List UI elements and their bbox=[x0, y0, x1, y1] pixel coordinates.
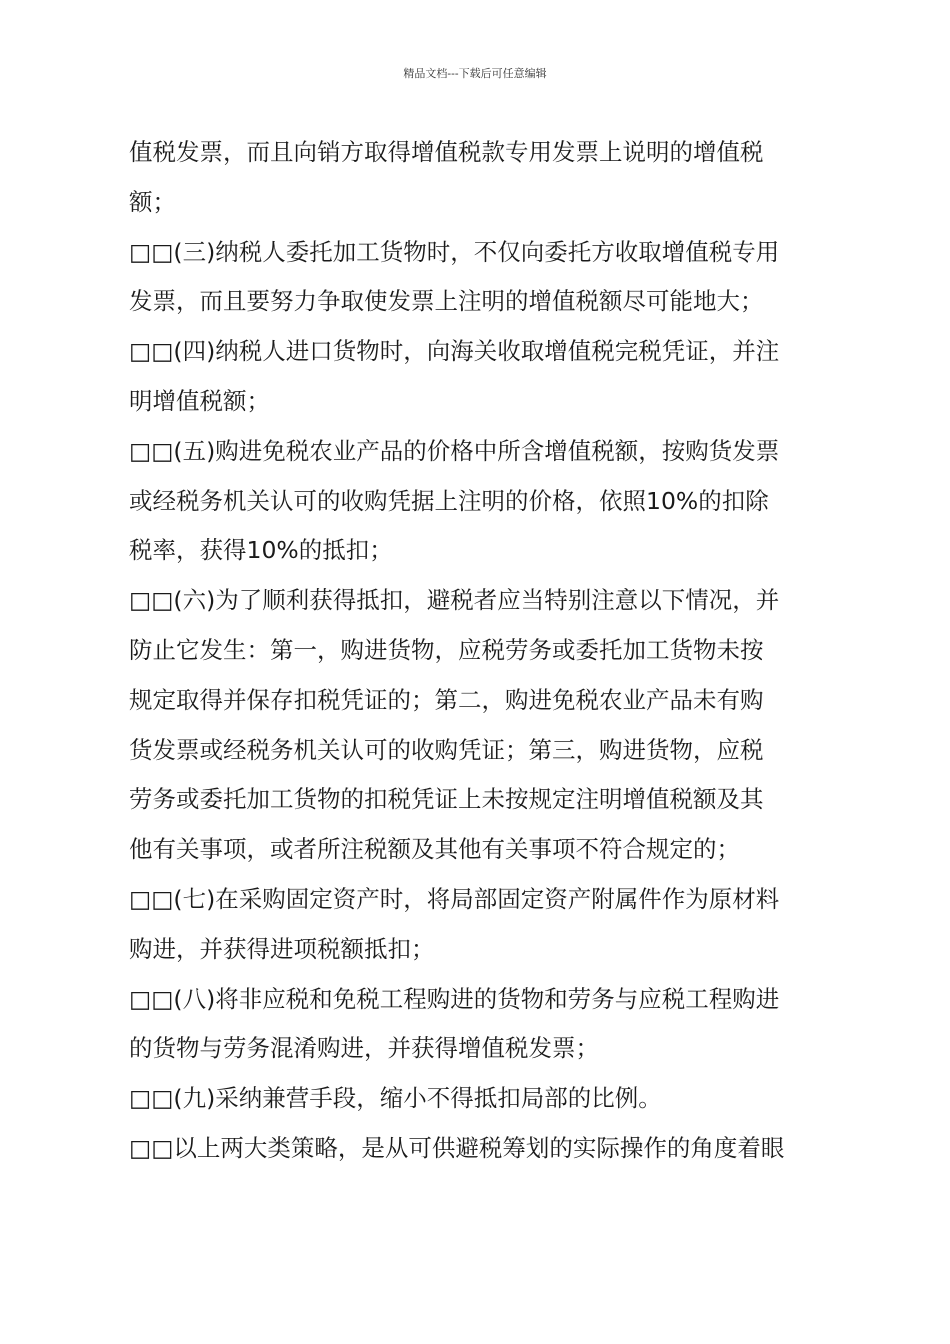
text-line: □□(三)纳税人委托加工货物时，不仅向委托方收取增值税专用 bbox=[129, 237, 780, 266]
text-line: 规定取得并保存扣税凭证的；第二，购进免税农业产品未有购 bbox=[129, 685, 764, 714]
document-body bbox=[129, 128, 829, 1174]
text-line: 劳务或委托加工货物的扣税凭证上未按规定注明增值税额及其 bbox=[129, 785, 764, 814]
text-line: 明增值税额； bbox=[129, 386, 270, 415]
text-line: 防止它发生：第一，购进货物，应税劳务或委托加工货物未按 bbox=[129, 635, 764, 664]
text-line: 发票，而且要努力争取使发票上注明的增值税额尽可能地大； bbox=[129, 287, 764, 316]
text-line: □□(四)纳税人进口货物时，向海关收取增值税完税凭证，并注 bbox=[129, 337, 780, 366]
text-line: □□(七)在采购固定资产时，将局部固定资产附属件作为原材料 bbox=[129, 884, 780, 913]
text-line: 购进，并获得进项税额抵扣； bbox=[129, 934, 435, 963]
text-line: □□(九)采纳兼营手段，缩小不得抵扣局部的比例。 bbox=[129, 1084, 662, 1113]
text-line: 额； bbox=[129, 187, 176, 216]
text-line: □□以上两大类策略，是从可供避税筹划的实际操作的角度着眼 bbox=[129, 1133, 785, 1162]
page-header: 精品文档---下载后可任意编辑 bbox=[403, 67, 547, 80]
text-line: 的货物与劳务混淆购进，并获得增值税发票； bbox=[129, 1034, 599, 1063]
text-line: 他有关事项，或者所注税额及其他有关事项不符合规定的； bbox=[129, 835, 740, 864]
text-line: □□(五)购进免税农业产品的价格中所含增值税额，按购货发票 bbox=[129, 436, 780, 465]
text-line: 或经税务机关认可的收购凭据上注明的价格，依照10%的扣除 bbox=[129, 486, 769, 515]
text-line: 值税发票，而且向销方取得增值税款专用发票上说明的增值税 bbox=[129, 138, 764, 166]
text-line: □□(六)为了顺利获得抵扣，避税者应当特别注意以下情况，并 bbox=[129, 586, 780, 615]
text-line: □□(八)将非应税和免税工程购进的货物和劳务与应税工程购进 bbox=[129, 984, 780, 1013]
text-line: 货发票或经税务机关认可的收购凭证；第三，购进货物，应税 bbox=[129, 735, 764, 764]
text-line: 税率，获得10%的抵扣； bbox=[129, 536, 393, 565]
